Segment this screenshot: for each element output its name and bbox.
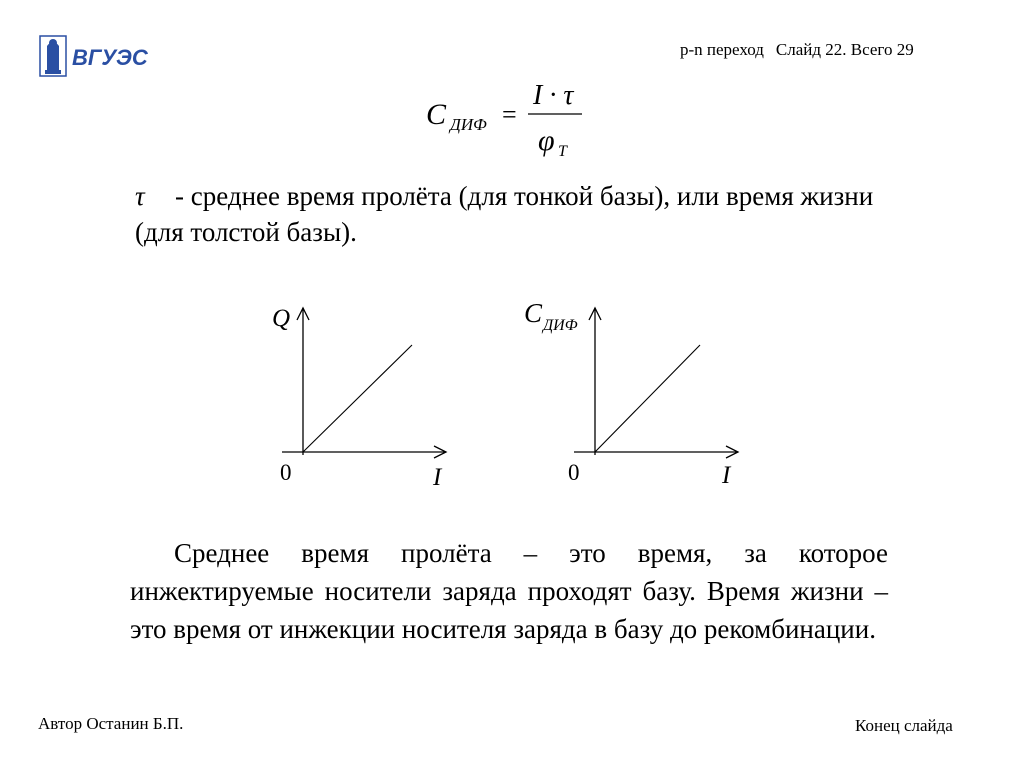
logo-emblem-icon xyxy=(40,36,66,76)
x-axis-label: I xyxy=(433,464,442,491)
y-axis-label-subscript: ДИФ xyxy=(543,317,578,334)
topic-label: p-n переход xyxy=(680,40,764,59)
y-axis-label: C xyxy=(524,298,543,328)
end-slide-link[interactable]: Конец слайда xyxy=(855,716,953,735)
tau-definition xyxy=(135,178,895,250)
y-axis-label: Q xyxy=(272,305,291,332)
formula-equals: = xyxy=(502,100,517,129)
formula-numerator: I · τ xyxy=(533,80,574,111)
tau-symbol: τ xyxy=(135,181,145,211)
logo-text: ВГУЭС xyxy=(72,45,148,70)
linear-plot-line xyxy=(595,345,700,452)
formula-lhs: C xyxy=(426,98,447,131)
author-label: Автор Останин Б.П. xyxy=(38,714,184,733)
slide-counter: Слайд 22. Всего 29 xyxy=(775,40,914,59)
origin-label: 0 xyxy=(568,460,580,485)
graph-charge xyxy=(250,290,550,500)
graph-diffusion-capacitance xyxy=(512,290,812,500)
linear-plot-line xyxy=(303,345,412,452)
formula-denominator-subscript: T xyxy=(558,143,567,160)
origin-label: 0 xyxy=(280,460,292,485)
explanation-paragraph: Среднее время пролёта – это время, за которое инжектируемые носители заряда проходят базу. Время жизни – это время от инжекции носителя заряда в базу до рекомбинации. xyxy=(130,538,888,644)
formula-lhs-subscript: ДИФ xyxy=(450,115,487,134)
slide-header xyxy=(680,40,914,60)
x-axis-label: I xyxy=(722,462,731,489)
university-logo xyxy=(38,32,158,80)
formula-denominator: φ xyxy=(538,124,555,157)
tau-definition-text: - среднее время пролёта (для тонкой базы), или время жизни (для толстой базы). xyxy=(135,181,874,247)
formula xyxy=(420,78,620,160)
